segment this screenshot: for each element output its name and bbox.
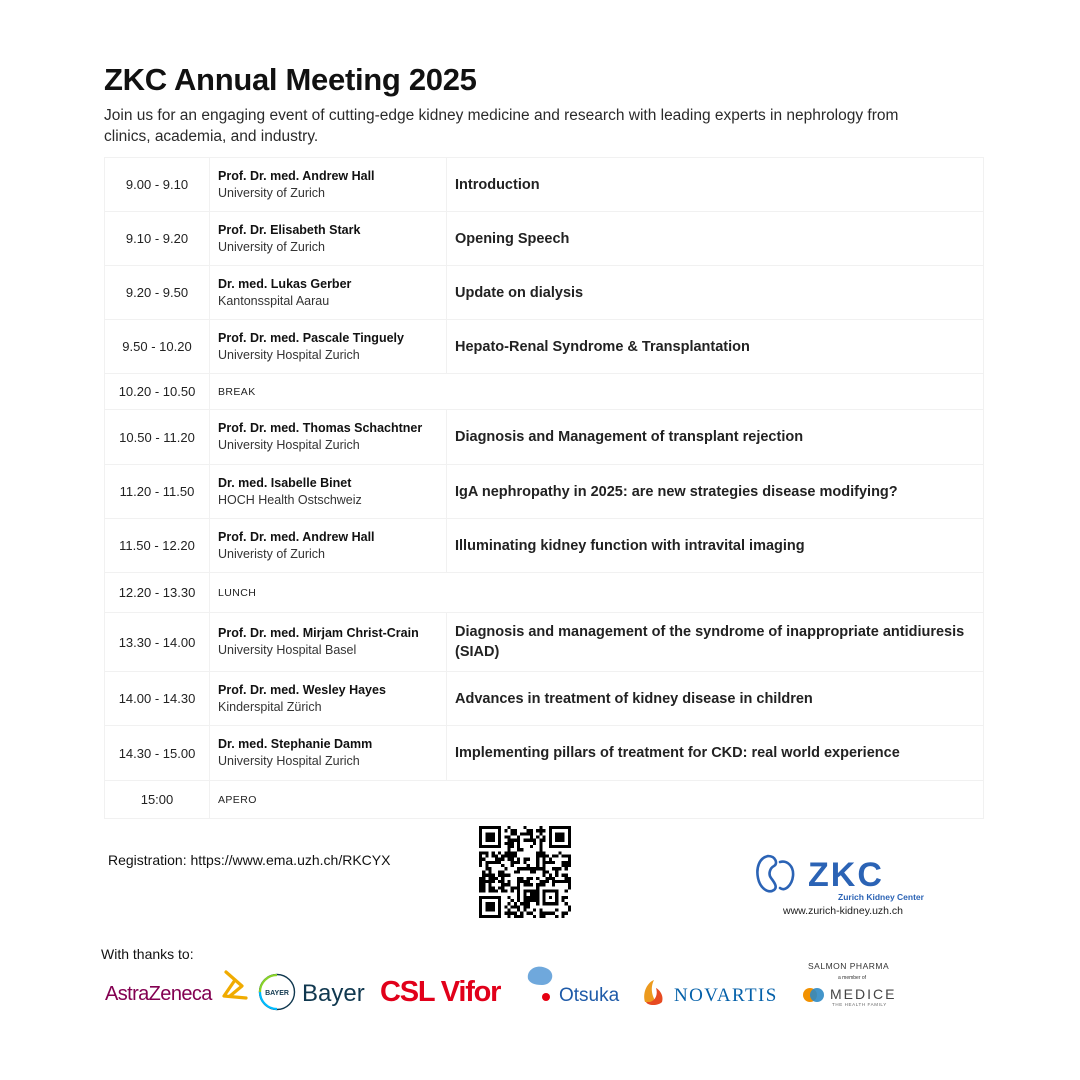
speaker-cell: [210, 410, 447, 465]
break-label: APERO: [210, 781, 984, 819]
talk-title: Advances in treatment of kidney disease in children: [447, 672, 984, 726]
registration-link[interactable]: Registration: https://www.ema.uzh.ch/RKCYX: [108, 852, 391, 868]
agenda-row: [105, 726, 984, 781]
session-time: 14.30 - 15.00: [105, 726, 210, 781]
agenda-break-row: [105, 573, 984, 613]
speaker-cell: [210, 519, 447, 573]
speaker-institution: University Hospital Zurich: [218, 438, 360, 452]
novartis-logo: [640, 976, 788, 1008]
talk-title: Implementing pillars of treatment for CKD: real world experience: [447, 726, 984, 781]
talk-title: Introduction: [447, 158, 984, 212]
astrazeneca-symbol-icon: [224, 972, 246, 998]
session-time: 9.10 - 9.20: [105, 212, 210, 266]
talk-title: Update on dialysis: [447, 266, 984, 320]
speaker-name: Prof. Dr. med. Pascale Tinguely: [218, 330, 404, 345]
agenda-row: [105, 158, 984, 212]
salmon-pharma-text: SALMON PHARMA: [808, 961, 890, 971]
speaker-cell: [210, 726, 447, 781]
agenda-row: [105, 613, 984, 672]
session-time: 13.30 - 14.00: [105, 613, 210, 672]
page-title: ZKC Annual Meeting 2025: [104, 62, 477, 97]
kidney-icon: [757, 856, 793, 891]
thanks-heading: With thanks to:: [101, 946, 194, 962]
session-time: 11.50 - 12.20: [105, 519, 210, 573]
bayer-wordmark: Bayer: [302, 980, 365, 1007]
speaker-institution: University Hospital Zurich: [218, 754, 360, 768]
astrazeneca-wordmark: AstraZeneca: [105, 983, 212, 1005]
talk-title: Opening Speech: [447, 212, 984, 266]
agenda-row: [105, 410, 984, 465]
speaker-cell: [210, 266, 447, 320]
zkc-logo-subtitle: Zurich Kidney Center: [838, 892, 924, 902]
speaker-institution: University of Zurich: [218, 185, 325, 200]
session-time: 12.20 - 13.30: [105, 573, 210, 613]
agenda-break-row: [105, 374, 984, 410]
speaker-name: Dr. med. Isabelle Binet: [218, 475, 352, 490]
break-label: LUNCH: [210, 573, 984, 613]
session-time: 9.50 - 10.20: [105, 320, 210, 374]
speaker-name: Prof. Dr. med. Mirjam Christ-Crain: [218, 626, 419, 640]
speaker-name: Prof. Dr. med. Andrew Hall: [218, 529, 375, 544]
session-time: 11.20 - 11.50: [105, 465, 210, 519]
zkc-website[interactable]: www.zurich-kidney.uzh.ch: [783, 905, 904, 917]
speaker-institution: HOCH Health Ostschweiz: [218, 492, 362, 507]
speaker-cell: [210, 465, 447, 519]
salmon-pharma-medice-logo: [800, 958, 904, 1008]
speaker-name: Prof. Dr. med. Andrew Hall: [218, 168, 375, 183]
speaker-name: Dr. med. Lukas Gerber: [218, 276, 352, 291]
csl-vifor-wordmark: CSL Vifor: [380, 976, 501, 1008]
speaker-cell: [210, 320, 447, 374]
speaker-institution: Kantonsspital Aarau: [218, 293, 330, 308]
talk-title: IgA nephropathy in 2025: are new strategies disease modifying?: [447, 465, 984, 519]
speaker-cell: [210, 212, 447, 266]
speaker-cell: [210, 613, 447, 672]
speaker-name: Dr. med. Stephanie Damm: [218, 737, 373, 751]
speaker-institution: Univeristy of Zurich: [218, 546, 325, 561]
session-time: 9.20 - 9.50: [105, 266, 210, 320]
bayer-seal-text: BAYER: [265, 990, 289, 997]
medice-tagline: THE HEALTH FAMILY: [832, 1002, 887, 1007]
speaker-institution: Kinderspital Zürich: [218, 699, 322, 714]
agenda-row: [105, 519, 984, 573]
speaker-cell: [210, 672, 447, 726]
csl-vifor-logo: [379, 969, 505, 1009]
novartis-wordmark: NOVARTIS: [674, 985, 778, 1006]
intro-text: Join us for an engaging event of cutting-edge kidney medicine and research with leading experts in nephrology from clinics, academia, and industry.: [104, 107, 899, 145]
agenda-row: [105, 465, 984, 519]
talk-title: Illuminating kidney function with intravital imaging: [447, 519, 984, 573]
otsuka-logo: [524, 963, 630, 1009]
bayer-logo: [257, 972, 369, 1012]
session-time: 15:00: [105, 781, 210, 819]
talk-title: Diagnosis and management of the syndrome of inappropriate antidiuresis (SIAD): [447, 613, 984, 672]
speaker-name: Prof. Dr. med. Wesley Hayes: [218, 682, 386, 697]
speaker-cell: [210, 158, 447, 212]
medice-wordmark: MEDICE: [830, 986, 897, 1002]
session-time: 10.20 - 10.50: [105, 374, 210, 410]
session-time: 10.50 - 11.20: [105, 410, 210, 465]
talk-title: Diagnosis and Management of transplant rejection: [447, 410, 984, 465]
session-time: 14.00 - 14.30: [105, 672, 210, 726]
agenda-row: [105, 266, 984, 320]
agenda-row: [105, 672, 984, 726]
agenda-row: [105, 212, 984, 266]
otsuka-wordmark: Otsuka: [559, 985, 620, 1006]
speaker-name: Prof. Dr. Elisabeth Stark: [218, 222, 361, 237]
salmon-member-text: a member of: [838, 975, 867, 981]
session-time: 9.00 - 9.10: [105, 158, 210, 212]
speaker-institution: University of Zurich: [218, 239, 325, 254]
agenda-break-row: [105, 781, 984, 819]
agenda-row: [105, 320, 984, 374]
break-label: BREAK: [210, 374, 984, 410]
speaker-institution: University Hospital Basel: [218, 643, 357, 657]
speaker-name: Prof. Dr. med. Thomas Schachtner: [218, 421, 423, 435]
agenda-table: [104, 157, 984, 819]
talk-title: Hepato-Renal Syndrome & Transplantation: [447, 320, 984, 374]
qr-code[interactable]: [479, 826, 571, 918]
speaker-institution: University Hospital Zurich: [218, 347, 360, 362]
astrazeneca-logo: [104, 966, 252, 1008]
zkc-logo-text: ZKC: [808, 856, 884, 894]
